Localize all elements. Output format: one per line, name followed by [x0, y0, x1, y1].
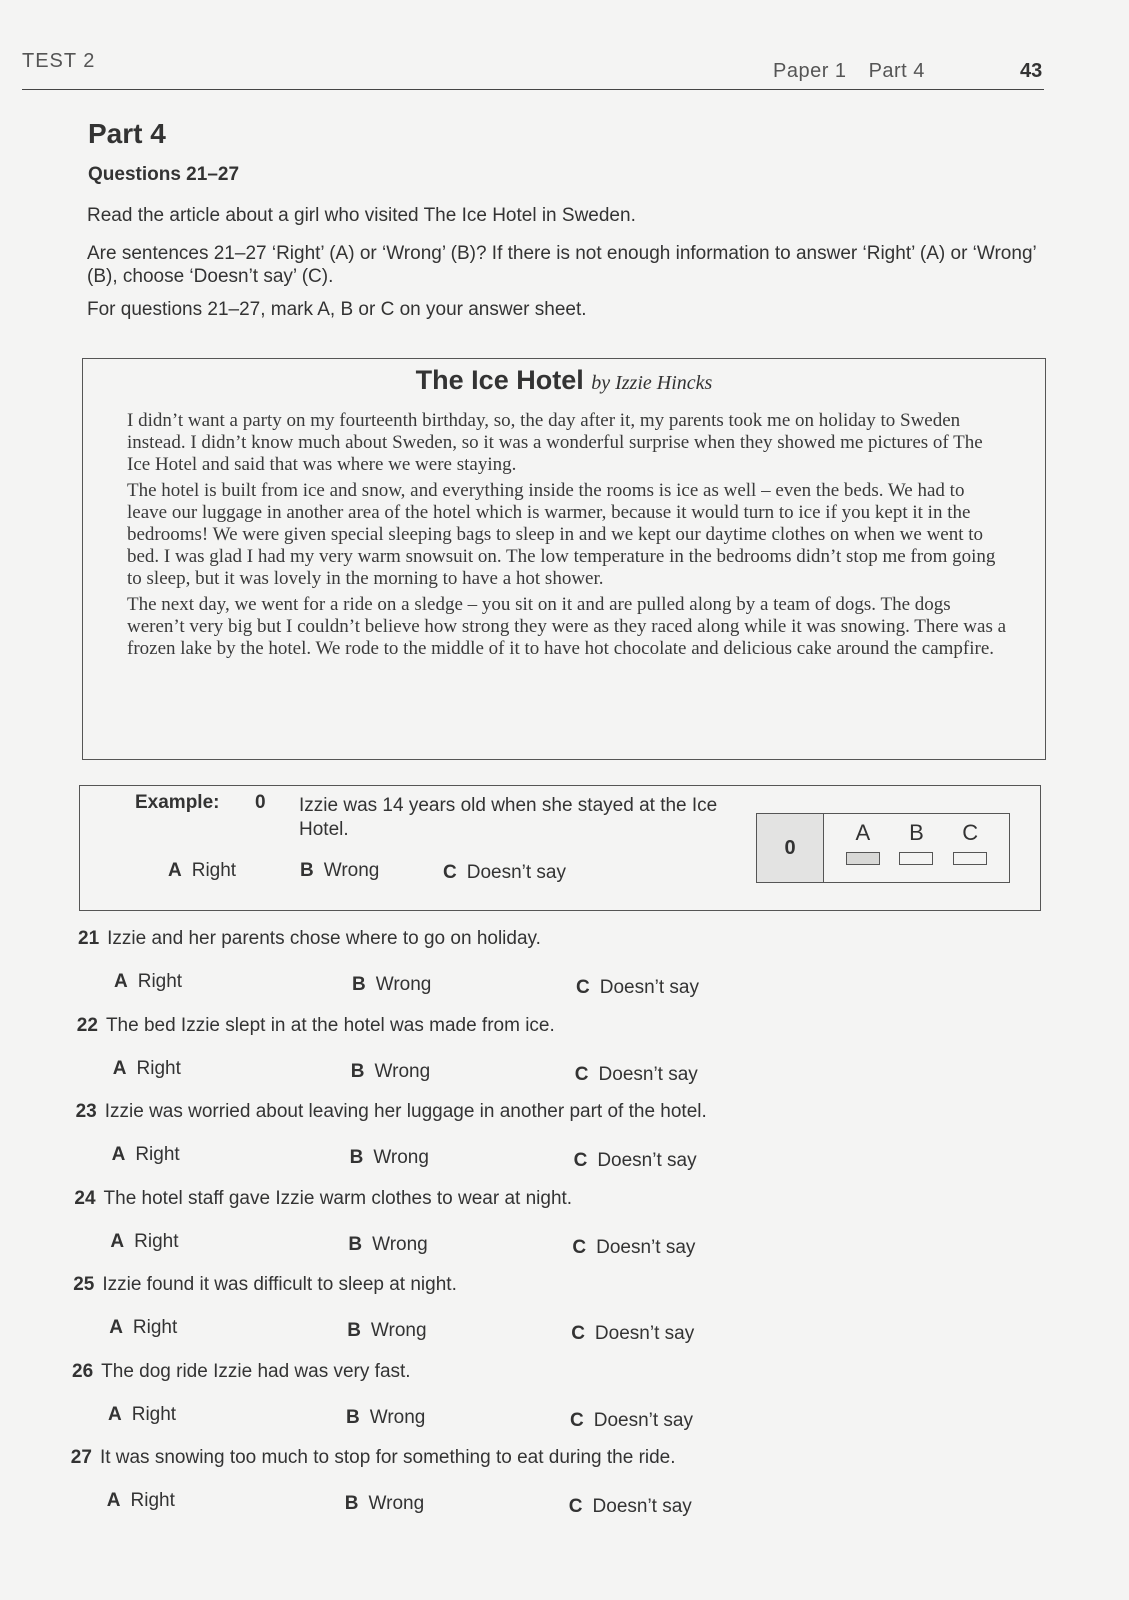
- instruction-2: Are sentences 21–27 ‘Right’ (A) or ‘Wrong’ (B)? If there is not enough information to answer ‘Right’ (A) or ‘Wrong’ (B), choose ‘Doesn’t say’ (C).: [87, 243, 1037, 287]
- example-option-c: C Doesn’t say: [443, 862, 567, 883]
- option-c: C Doesn’t say: [571, 1323, 695, 1344]
- question-number: 25: [73, 1274, 95, 1295]
- question-27: [71, 1447, 676, 1469]
- option-c: C Doesn’t say: [573, 1150, 697, 1171]
- option-b: B Wrong: [352, 974, 432, 995]
- option-b: B Wrong: [346, 1406, 426, 1428]
- option-c: C Doesn’t say: [570, 1409, 694, 1431]
- question-26: [72, 1361, 411, 1383]
- example-number: 0: [255, 792, 266, 813]
- option-c: C Doesn’t say: [568, 1496, 692, 1517]
- option-a: A Right: [114, 971, 183, 992]
- header-paper: Paper 1: [773, 60, 847, 82]
- questions-range: Questions 21–27: [88, 164, 240, 185]
- option-b: B Wrong: [350, 1060, 431, 1082]
- grid-col-b: B: [899, 814, 933, 882]
- option-a: A Right: [109, 1317, 178, 1338]
- example-text: Izzie was 14 years old when she stayed at the Ice Hotel.: [299, 795, 718, 840]
- header-test: TEST 2: [22, 50, 96, 72]
- option-c: C Doesn’t say: [576, 977, 700, 998]
- answer-box: [899, 852, 933, 865]
- question-21: [78, 928, 541, 950]
- question-number: 27: [70, 1447, 92, 1468]
- article-paragraph: The hotel is built from ice and snow, and everything inside the rooms is ice as well – even the beds. We had to leave our luggage in another area of the hotel which is warmer, because it would turn to ice if you kept it in the bedrooms! We were given special sleeping bags to sleep in and we kept our daytime clothes on when we went to bed. I was glad I had my very warm snowsuit on. The low temperature in the bedrooms didn’t stop me from going to sleep, but it was lovely in the morning to have a hot shower.: [127, 480, 996, 589]
- option-b: B Wrong: [348, 1233, 428, 1255]
- question-text: Izzie and her parents chose where to go on holiday.: [107, 928, 541, 949]
- question-23: [76, 1101, 707, 1123]
- header-rule: [22, 89, 1044, 90]
- instruction-3: For questions 21–27, mark A, B or C on your answer sheet.: [87, 299, 587, 320]
- article-paragraph: The next day, we went for a ride on a sledge – you sit on it and are pulled along by a team of dogs. The dogs weren’t very big but I couldn’t believe how strong they were as they raced along while it was snowing. There was a frozen lake by the hotel. We rode to the middle of it to have hot chocolate and delicious cake around the campfire.: [127, 594, 1007, 659]
- option-b: B Wrong: [344, 1493, 425, 1514]
- article-title-text: The Ice Hotel: [415, 365, 584, 395]
- option-b: B Wrong: [349, 1147, 429, 1168]
- article-byline: by Izzie Hincks: [591, 372, 713, 394]
- option-a: A Right: [112, 1057, 181, 1079]
- grid-number: 0: [757, 814, 824, 882]
- answer-box-filled: [846, 852, 880, 865]
- question-text: Izzie was worried about leaving her luggage in another part of the hotel.: [104, 1101, 707, 1122]
- example-answer-grid: [756, 813, 1010, 883]
- question-number: 26: [72, 1360, 94, 1382]
- option-a: A Right: [110, 1230, 179, 1252]
- question-number: 22: [76, 1014, 98, 1036]
- option-a: A Right: [111, 1144, 180, 1165]
- question-number: 23: [75, 1101, 97, 1122]
- grid-col-c: C: [953, 814, 987, 882]
- question-number: 21: [78, 928, 100, 949]
- question-text: The bed Izzie slept in at the hotel was made from ice.: [105, 1014, 555, 1036]
- example-option-b: B Wrong: [300, 860, 380, 881]
- example-label: Example:: [135, 792, 220, 813]
- option-c: C Doesn’t say: [572, 1236, 696, 1258]
- option-a: A Right: [108, 1403, 177, 1425]
- question-text: Izzie found it was difficult to sleep at night.: [102, 1274, 457, 1295]
- article-box: [82, 358, 1046, 760]
- answer-box: [953, 852, 987, 865]
- question-text: It was snowing too much to stop for something to eat during the ride.: [99, 1447, 676, 1468]
- article-title: [83, 365, 1045, 396]
- question-22: [77, 1015, 555, 1037]
- option-b: B Wrong: [347, 1320, 427, 1341]
- option-c: C Doesn’t say: [574, 1063, 698, 1085]
- question-24: [74, 1188, 572, 1210]
- question-number: 24: [74, 1187, 96, 1209]
- example-box: [79, 785, 1041, 911]
- article-paragraph: I didn’t want a party on my fourteenth birthday, so, the day after it, my parents took me on holiday to Sweden instead. I didn’t know much about Sweden, so it was a wonderful surprise when they showed me pictures of The Ice Hotel and said that was where we were staying.: [127, 410, 983, 475]
- option-a: A Right: [106, 1490, 175, 1511]
- page-number: 43: [1020, 60, 1043, 82]
- example-option-a: A Right: [168, 860, 237, 881]
- instruction-1: Read the article about a girl who visited The Ice Hotel in Sweden.: [87, 205, 636, 226]
- question-text: The dog ride Izzie had was very fast.: [101, 1360, 411, 1382]
- page-title: Part 4: [88, 118, 166, 149]
- header-part: Part 4: [868, 60, 925, 82]
- header-section: [773, 60, 947, 83]
- question-25: [73, 1274, 457, 1296]
- grid-col-a: A: [846, 814, 880, 882]
- question-text: The hotel staff gave Izzie warm clothes to wear at night.: [103, 1187, 573, 1209]
